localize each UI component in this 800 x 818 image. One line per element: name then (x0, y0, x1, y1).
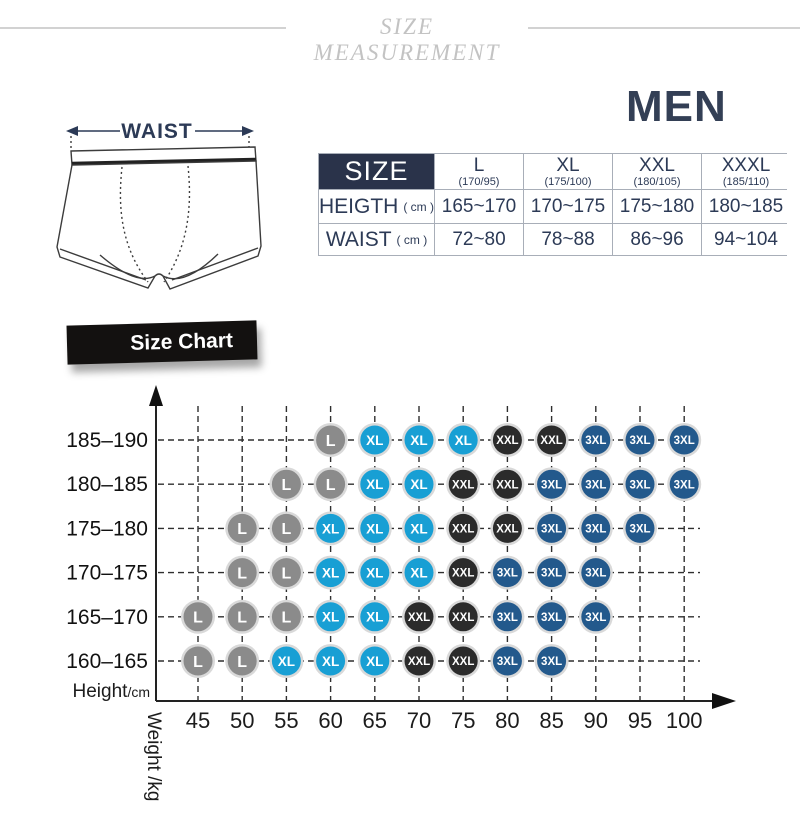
size-dot-label: 3XL (629, 523, 651, 536)
size-dot-label: XXL (540, 435, 563, 448)
size-dot-label: L (237, 565, 248, 583)
x-tick-label: 65 (362, 708, 388, 733)
size-dot-label: XL (366, 609, 384, 625)
size-dot-label: 3XL (496, 656, 518, 669)
row-unit: ( cm ) (396, 232, 428, 247)
size-dot-label: 3XL (541, 656, 563, 669)
size-label: XL (556, 154, 580, 176)
y-tick-label: 180–185 (66, 473, 148, 497)
boxer-diagram (40, 110, 300, 310)
x-tick-label: 55 (274, 708, 299, 733)
size-dot-label: L (325, 432, 336, 450)
size-dot-label: 3XL (585, 523, 607, 536)
size-table-col-header (524, 154, 612, 189)
size-dot-label: XL (366, 432, 384, 448)
header-rule-right (528, 27, 800, 29)
size-spec: (185/110) (722, 175, 770, 188)
size-dot-label: XL (321, 565, 340, 581)
size-label: XXXL (721, 154, 771, 176)
x-tick-label: 80 (495, 708, 520, 733)
waist-arrowhead-right (242, 126, 254, 136)
row-label: HEIGTH (319, 195, 399, 218)
row-label: WAIST (325, 228, 392, 251)
x-tick-label: 75 (450, 708, 476, 733)
table-cell-waist: 72~80 (435, 224, 523, 255)
size-dot-label: 3XL (496, 567, 518, 580)
size-dot-label: XXL (452, 656, 475, 669)
size-dot-label: XXL (452, 523, 475, 536)
size-dot-label: XL (454, 432, 472, 448)
page-title: SIZE MEASUREMENT (313, 14, 501, 65)
size-dot-label: 3XL (541, 611, 563, 624)
size-dot-label: XXL (452, 611, 475, 624)
x-tick-label: 45 (185, 708, 211, 733)
size-table (318, 153, 787, 256)
size-table-row-header-waist (319, 224, 434, 255)
size-dot-label: XL (410, 477, 428, 493)
y-tick-label: 160–165 (66, 650, 148, 673)
size-spec: (175/100) (544, 175, 592, 188)
table-cell-height: 175~180 (613, 190, 701, 223)
x-tick-label: 100 (665, 708, 703, 733)
x-tick-label: 60 (318, 708, 343, 733)
waist-label: WAIST (121, 120, 193, 143)
size-dot-label: 3XL (541, 567, 563, 580)
size-dot-label: 3XL (585, 435, 607, 448)
size-dot-label: XL (410, 432, 428, 448)
size-dot-label: 3XL (541, 523, 563, 536)
size-dot-label: XL (410, 565, 428, 581)
size-dot-label: XXL (452, 479, 475, 492)
size-dot-label: XL (321, 653, 340, 669)
size-table-col-header (702, 154, 790, 189)
size-dot-label: L (325, 476, 336, 494)
y-axis-label: Height/cm (72, 681, 150, 702)
boxer-body (57, 161, 261, 289)
size-dot-label: XXL (407, 656, 431, 669)
size-dot-label: 3XL (629, 479, 651, 492)
size-spec: (170/95) (458, 175, 500, 188)
size-dot-label: L (237, 653, 248, 671)
size-dot-label: 3XL (541, 479, 563, 492)
size-chart (0, 380, 800, 818)
size-dot-label: XL (321, 521, 340, 537)
table-cell-waist: 94~104 (702, 224, 790, 255)
size-dot-label: XL (366, 653, 384, 669)
waist-arrowhead-left (66, 126, 78, 136)
size-dot-label: XL (366, 477, 384, 493)
x-tick-label: 70 (406, 708, 432, 733)
y-tick-label: 185–190 (66, 429, 148, 452)
size-dot-label: XL (366, 521, 384, 537)
y-tick-label: 175–180 (66, 517, 148, 541)
gender-title: MEN (626, 82, 727, 131)
table-cell-height: 165~170 (435, 190, 523, 223)
y-axis-arrow (149, 385, 163, 406)
size-dot-label: XXL (407, 611, 431, 624)
size-dot-label: XL (277, 653, 296, 669)
size-dot-label: 3XL (673, 479, 695, 492)
size-dot-label: XXL (496, 523, 519, 536)
size-dot-label: XL (321, 609, 340, 625)
size-dot-label: L (237, 521, 248, 539)
size-dot-label: XXL (496, 435, 519, 448)
size-chart-tag: Size Chart (66, 320, 257, 364)
size-dot-label: XL (366, 565, 384, 581)
size-table-row-header-height (319, 190, 434, 223)
size-dot-label: 3XL (585, 479, 607, 492)
size-spec: (180/105) (633, 175, 681, 188)
size-dot-label: L (193, 609, 203, 627)
size-dot-label: 3XL (585, 567, 607, 580)
x-axis-arrow (712, 693, 736, 709)
size-dot-label: L (281, 565, 292, 583)
size-table-col-header (435, 154, 523, 189)
size-dot-label: XL (410, 521, 428, 537)
table-cell-height: 180~185 (702, 190, 790, 223)
size-dot-label: L (193, 653, 203, 671)
size-label: L (473, 154, 485, 176)
size-table-col-header (613, 154, 701, 189)
size-label: XXL (639, 154, 675, 176)
header-rule-left (0, 27, 286, 29)
table-cell-waist: 86~96 (613, 224, 701, 255)
size-dot-label: 3XL (629, 435, 651, 448)
size-dot-label: L (237, 609, 248, 627)
size-dot-label: 3XL (673, 435, 695, 448)
x-axis-label: Weight /kg (143, 712, 164, 802)
table-cell-height: 170~175 (524, 190, 612, 223)
x-tick-label: 85 (539, 708, 564, 733)
size-dot-label: 3XL (585, 611, 607, 624)
row-unit: ( cm ) (403, 199, 434, 214)
y-tick-label: 165–170 (66, 605, 148, 629)
size-dot-label: L (281, 609, 292, 627)
size-dot-label: L (281, 521, 292, 539)
size-dot-label: L (281, 476, 292, 494)
size-dot-label: XXL (496, 479, 519, 492)
size-dot-label: XXL (452, 567, 475, 580)
x-tick-label: 95 (627, 708, 653, 733)
x-tick-label: 50 (229, 708, 255, 733)
size-table-corner: SIZE (319, 154, 434, 189)
table-cell-waist: 78~88 (524, 224, 612, 255)
y-tick-label: 170–175 (66, 561, 148, 585)
size-dot-label: 3XL (496, 611, 518, 624)
x-tick-label: 90 (583, 708, 609, 733)
